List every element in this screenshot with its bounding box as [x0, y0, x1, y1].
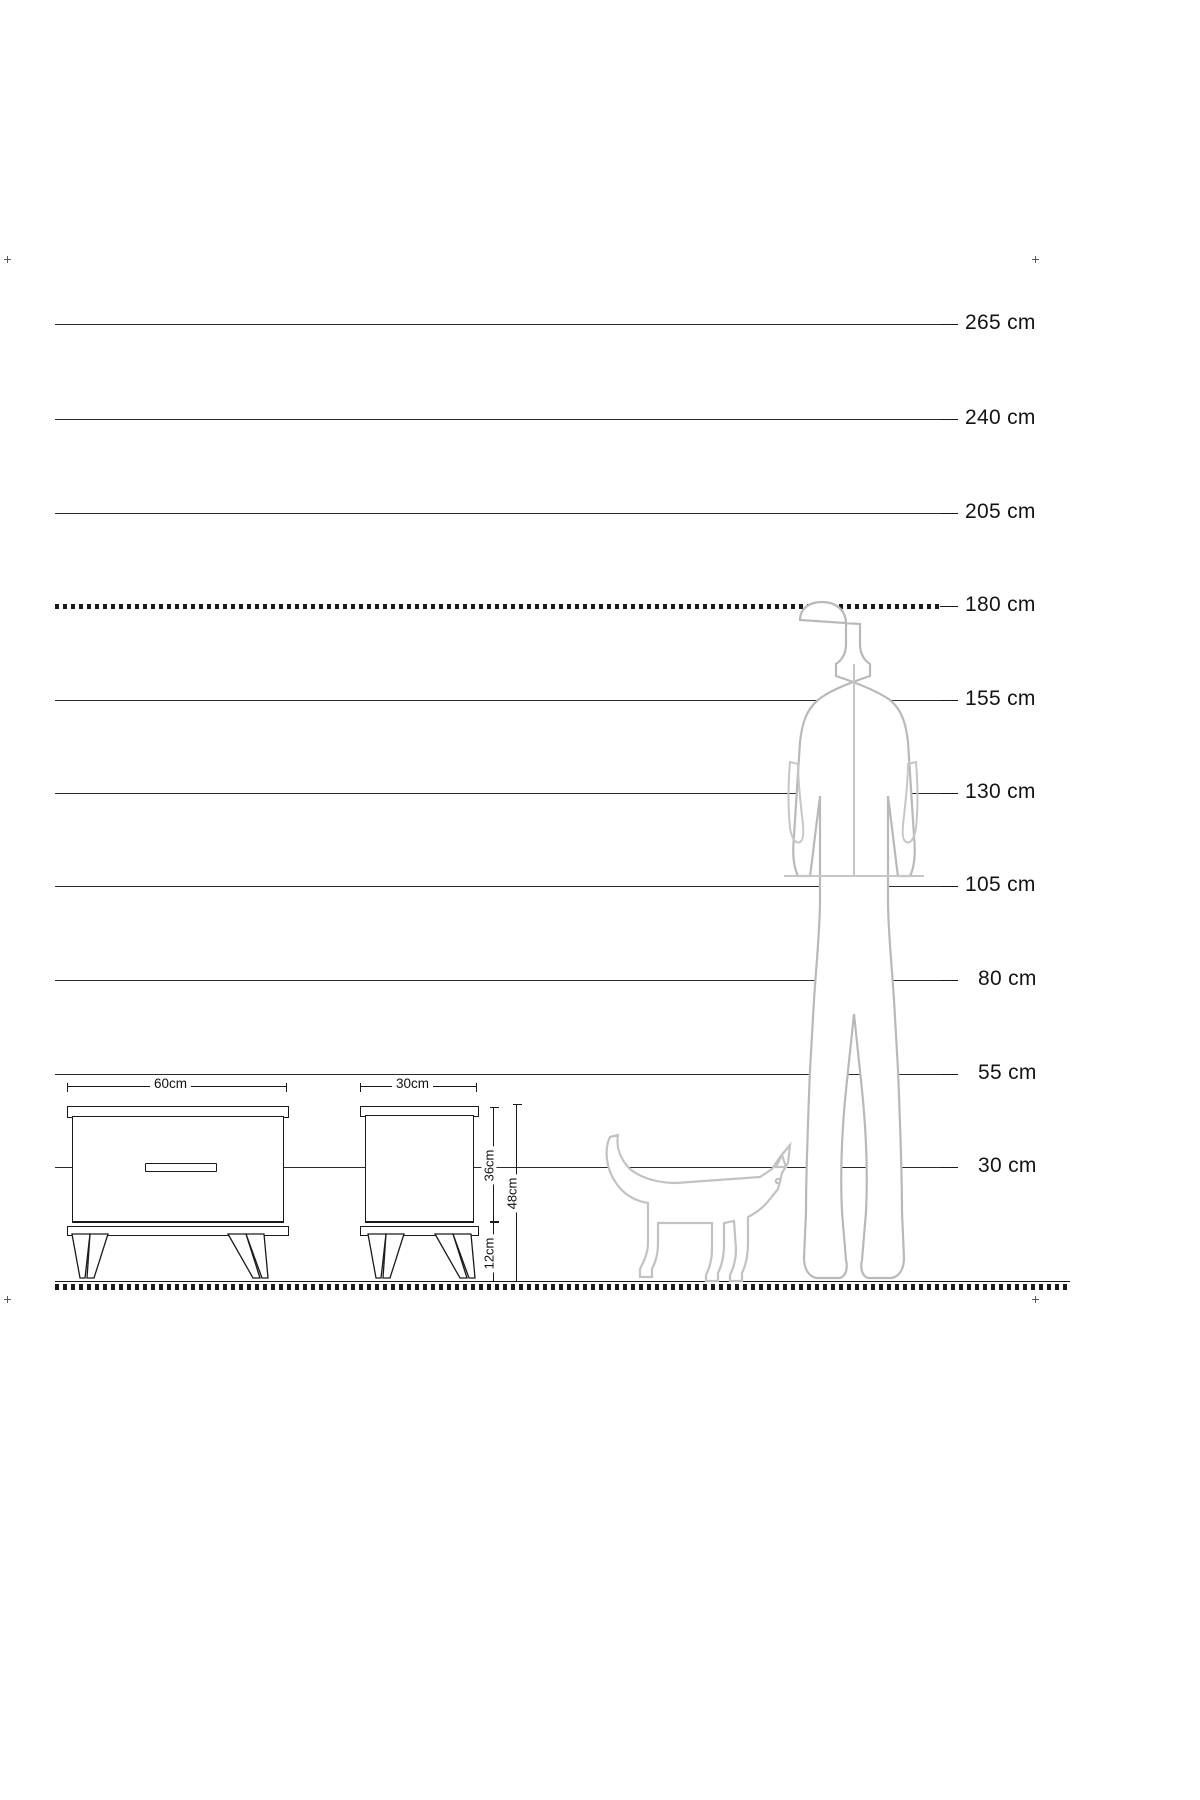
registration-mark-top-right — [1032, 256, 1039, 263]
nightstand-large-legs — [60, 1232, 295, 1284]
scale-label-240: 240 cm — [965, 406, 1036, 429]
registration-mark-top-left — [4, 256, 11, 263]
scale-label-130: 130 cm — [965, 780, 1036, 803]
dimension-label-12cm: 12cm — [481, 1235, 496, 1273]
scale-label-205: 205 cm — [965, 500, 1036, 523]
scale-label-105: 105 cm — [965, 873, 1036, 896]
scale-label-265: 265 cm — [965, 311, 1036, 334]
registration-mark-bottom-right — [1032, 1296, 1039, 1303]
nightstand-small-base-rail — [365, 1221, 473, 1222]
dimension-label-48cm: 48cm — [504, 1175, 519, 1213]
scale-tick-265 — [940, 324, 958, 325]
dimension-label-36cm: 36cm — [481, 1147, 496, 1185]
nightstand-small-legs — [355, 1232, 485, 1284]
dimension-label-30cm: 30cm — [392, 1076, 433, 1091]
scale-label-180: 180 cm — [965, 593, 1036, 616]
person-silhouette — [748, 600, 963, 1285]
scale-tick-205 — [940, 513, 958, 514]
nightstand-small-body — [365, 1115, 474, 1223]
registration-mark-bottom-left — [4, 1296, 11, 1303]
scale-label-80: 80 cm — [978, 967, 1037, 990]
scale-label-155: 155 cm — [965, 687, 1036, 710]
scale-line-265 — [55, 324, 940, 325]
scale-line-205 — [55, 513, 940, 514]
scale-label-30: 30 cm — [978, 1154, 1037, 1177]
nightstand-large-base-rail — [72, 1222, 284, 1223]
dimension-label-60cm: 60cm — [150, 1076, 191, 1091]
scale-tick-240 — [940, 419, 958, 420]
nightstand-large-drawer-handle — [145, 1163, 217, 1172]
scale-label-55: 55 cm — [978, 1061, 1037, 1084]
scale-line-240 — [55, 419, 940, 420]
